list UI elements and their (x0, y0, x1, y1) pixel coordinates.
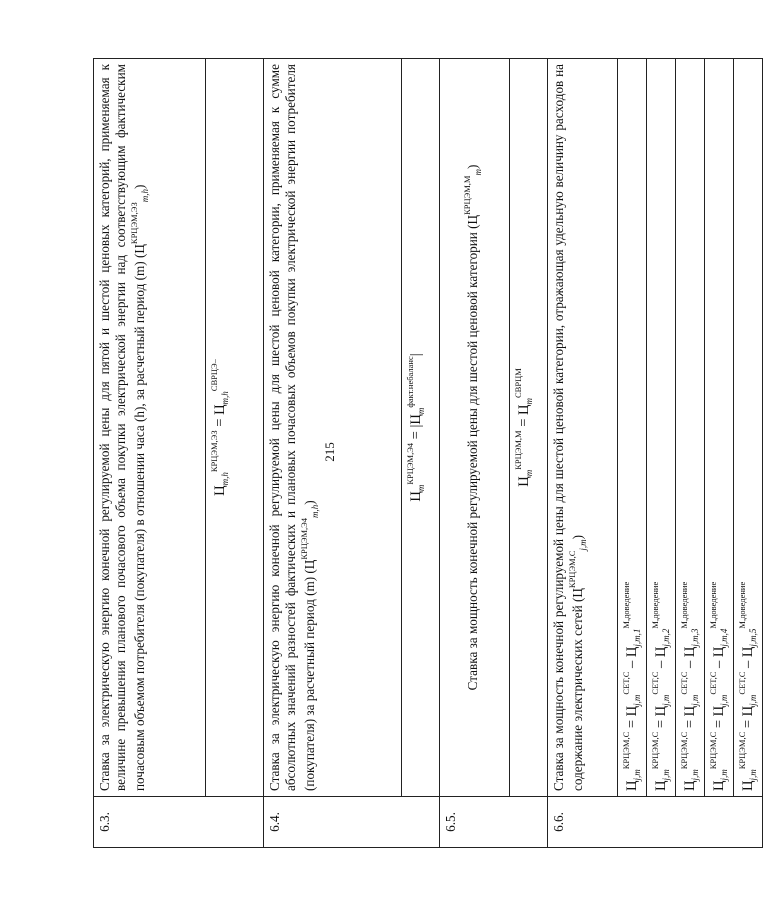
section-description: Ставка за мощность конечной регулируемой цены для шестой ценовой категории $(Ц^{КРЦЭМ,М}_m)$ (440, 59, 510, 797)
formula: $Ц_{j,m}^{КРЦЭМ,С} = Ц_{j,m}^{СЕТ,С} - Ц_{j,m,1}^{М,доведение}$ (618, 59, 647, 797)
formula: $Ц_{j,m}^{КРЦЭМ,С} = Ц_{j,m}^{СЕТ,С} - Ц_{j,m,5}^{М,доведение}$ (733, 59, 762, 797)
page-number: 215 (322, 442, 337, 462)
formula: $Ц_m^{КРЦЭМ,М} = Ц_m^{СВРЦМ}$ (510, 59, 548, 797)
table-row (402, 59, 440, 848)
section-description: Ставка за мощность конечной регулируемой цены для шестой ценовой категории, отражающая удельную величину расходов на содержание электрических сетей $(Ц^{КРЦЭМ,С}_{j,m})$ (548, 59, 618, 797)
table-row (206, 59, 264, 848)
table-row (704, 59, 733, 848)
table-row (510, 59, 548, 848)
tariff-table (93, 58, 763, 848)
table-row (733, 59, 762, 848)
table-row (440, 59, 510, 848)
section-number: 6.5. (440, 797, 548, 848)
rotated-table-wrapper (93, 58, 758, 848)
formula: $Ц_{m,h}^{КРЦЭМ,ЭЗ} = Ц_{m,h}^{СВРЦЭ-}$ (206, 59, 264, 797)
table-row (548, 59, 618, 848)
formula: $Ц_m^{КРЦЭМ,Э4} = |Ц_m^{факт.небаланс}|$ (402, 59, 440, 797)
table-row (618, 59, 647, 848)
section-number: 6.3. (94, 797, 264, 848)
section-number: 6.6. (548, 797, 763, 848)
formula: $Ц_{j,m}^{КРЦЭМ,С} = Ц_{j,m}^{СЕТ,С} - Ц_{j,m,4}^{М,доведение}$ (704, 59, 733, 797)
table-row (264, 59, 402, 848)
section-description: Ставка за электрическую энергию конечной регулируемой цены для пятой и шестой ценовых категорий, применяемая к величине превышения планового почасового объема покупки электрической энергии над соответствующим фактическим почасовым объемом потребителя (покупателя) в отношении часа (h), за расчетный период (m) $(Ц^{КРЦЭМ,ЭЗ}_{m,h})$ (94, 59, 206, 797)
section-number: 6.4. (264, 797, 440, 848)
formula: $Ц_{j,m}^{КРЦЭМ,С} = Ц_{j,m}^{СЕТ,С} - Ц_{j,m,2}^{М,доведение}$ (646, 59, 675, 797)
section-description: Ставка за электрическую энергию конечной регулируемой цены для шестой ценовой категории, применяемая к сумме абсолютных значений разностей фактических и плановых почасовых объемов покупки электрической энергии потребителя (покупателя) за расчетный период (m) $(Ц^{КРЦЭМ,Э4}_{m,h})$ (264, 59, 402, 797)
table-row (94, 59, 206, 848)
table-row (675, 59, 704, 848)
formula: $Ц_{j,m}^{КРЦЭМ,С} = Ц_{j,m}^{СЕТ,С} - Ц_{j,m,3}^{М,доведение}$ (675, 59, 704, 797)
table-row (646, 59, 675, 848)
